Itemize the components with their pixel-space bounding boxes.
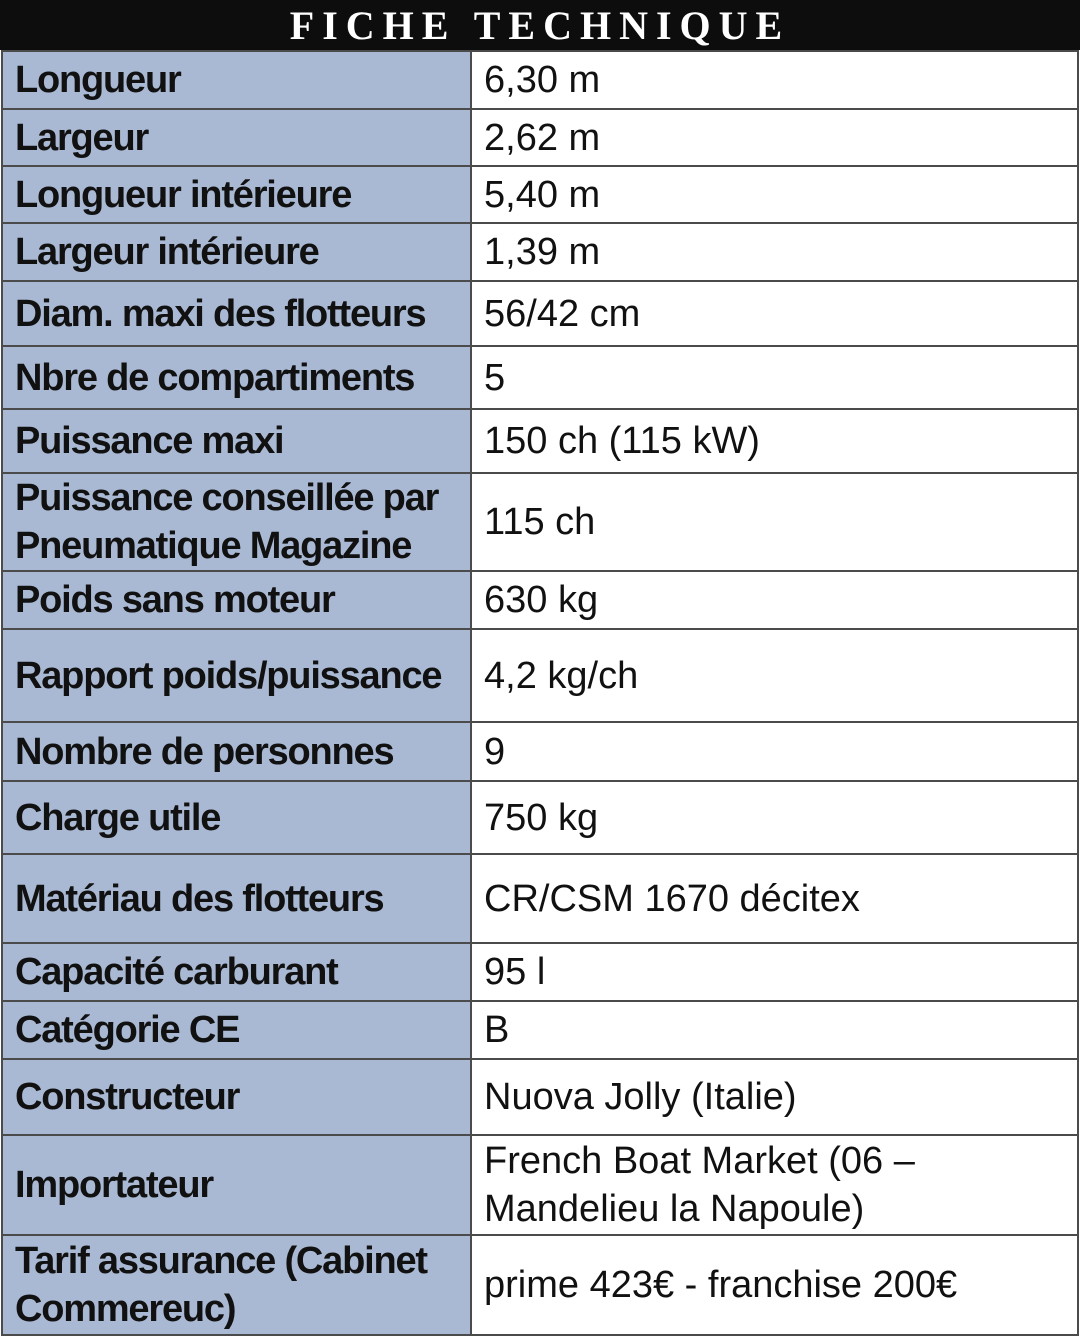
row-label: Matériau des flotteurs xyxy=(2,854,471,943)
row-value: 630 kg xyxy=(471,571,1078,629)
spec-table xyxy=(1,50,1079,1336)
table-row xyxy=(2,51,1078,109)
row-value: French Boat Market (06 – Mandelieu la Napoule) xyxy=(471,1135,1078,1235)
row-label: Charge utile xyxy=(2,781,471,854)
table-row xyxy=(2,281,1078,346)
row-value: B xyxy=(471,1001,1078,1059)
table-row xyxy=(2,629,1078,722)
row-label: Importateur xyxy=(2,1135,471,1235)
row-value: CR/CSM 1670 décitex xyxy=(471,854,1078,943)
row-value: 5 xyxy=(471,346,1078,409)
row-value: Nuova Jolly (Italie) xyxy=(471,1059,1078,1135)
row-value: 750 kg xyxy=(471,781,1078,854)
table-row xyxy=(2,722,1078,781)
row-label: Largeur intérieure xyxy=(2,223,471,281)
row-label: Longueur intérieure xyxy=(2,166,471,223)
sheet-title: FICHE TECHNIQUE xyxy=(0,0,1080,50)
row-label: Rapport poids/puissance xyxy=(2,629,471,722)
row-label: Poids sans moteur xyxy=(2,571,471,629)
row-value: 95 l xyxy=(471,943,1078,1001)
row-value: 1,39 m xyxy=(471,223,1078,281)
row-value: 4,2 kg/ch xyxy=(471,629,1078,722)
row-label: Catégorie CE xyxy=(2,1001,471,1059)
row-value: 6,30 m xyxy=(471,51,1078,109)
row-label: Diam. maxi des flotteurs xyxy=(2,281,471,346)
table-row xyxy=(2,1001,1078,1059)
row-value: 5,40 m xyxy=(471,166,1078,223)
table-row xyxy=(2,346,1078,409)
table-row xyxy=(2,166,1078,223)
row-value: 56/42 cm xyxy=(471,281,1078,346)
table-row xyxy=(2,1235,1078,1335)
table-row xyxy=(2,943,1078,1001)
table-row xyxy=(2,1059,1078,1135)
table-row xyxy=(2,409,1078,473)
row-label: Longueur xyxy=(2,51,471,109)
row-label: Puissance conseillée par Pneumatique Magazine xyxy=(2,473,471,571)
table-row xyxy=(2,571,1078,629)
row-value: 150 ch (115 kW) xyxy=(471,409,1078,473)
row-label: Capacité carburant xyxy=(2,943,471,1001)
row-value: 115 ch xyxy=(471,473,1078,571)
row-value: 9 xyxy=(471,722,1078,781)
row-value: prime 423€ - franchise 200€ xyxy=(471,1235,1078,1335)
row-label: Constructeur xyxy=(2,1059,471,1135)
table-row xyxy=(2,1135,1078,1235)
table-row xyxy=(2,854,1078,943)
table-row xyxy=(2,223,1078,281)
row-label: Puissance maxi xyxy=(2,409,471,473)
table-row xyxy=(2,109,1078,166)
table-row xyxy=(2,781,1078,854)
row-value: 2,62 m xyxy=(471,109,1078,166)
table-row xyxy=(2,473,1078,571)
row-label: Tarif assurance (Cabinet Commereuc) xyxy=(2,1235,471,1335)
row-label: Largeur xyxy=(2,109,471,166)
row-label: Nbre de compartiments xyxy=(2,346,471,409)
row-label: Nombre de personnes xyxy=(2,722,471,781)
